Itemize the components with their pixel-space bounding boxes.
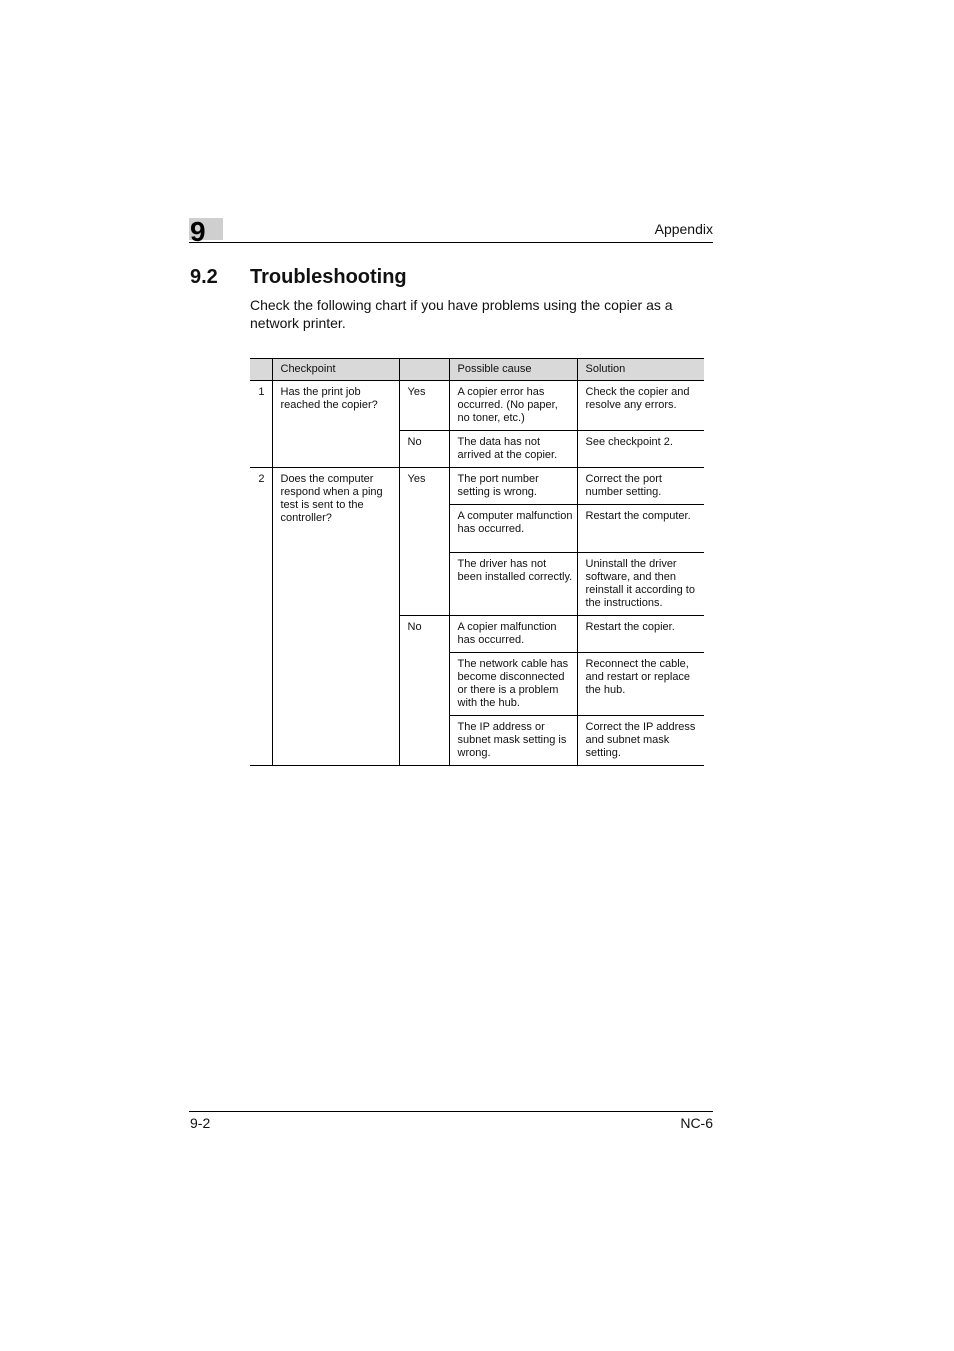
troubleshooting-table [250,358,704,766]
header-answer [399,359,449,381]
solution-cell: Correct the IP address and subnet mask setting. [577,716,704,766]
header-num [250,359,272,381]
intro-paragraph: Check the following chart if you have problems using the copier as a network printer. [250,297,673,331]
cause-cell: The data has not arrived at the copier. [449,431,577,468]
table-row [250,468,704,505]
answer-cell: Yes [399,468,449,616]
header-solution: Solution [577,359,704,381]
section-number: 9.2 [190,266,218,288]
section-title: Troubleshooting [250,266,407,288]
cause-cell: A computer malfunction has occurred. [449,505,577,553]
solution-cell: Restart the computer. [577,505,704,553]
running-header: Appendix [654,221,713,237]
table-header-row [250,359,704,381]
cause-cell: The IP address or subnet mask setting is wrong. [449,716,577,766]
solution-cell: Uninstall the driver software, and then reinstall it according to the instructions. [577,553,704,616]
solution-cell: Correct the port number setting. [577,468,704,505]
solution-cell: See checkpoint 2. [577,431,704,468]
footer-rule [189,1111,713,1112]
answer-cell: No [399,431,449,468]
checkpoint-number: 1 [250,381,272,468]
solution-cell: Restart the copier. [577,616,704,653]
cause-cell: A copier malfunction has occurred. [449,616,577,653]
model-name: NC-6 [680,1115,713,1131]
cause-cell: The port number setting is wrong. [449,468,577,505]
header-rule [189,242,713,243]
header-cause: Possible cause [449,359,577,381]
answer-cell: No [399,616,449,766]
answer-cell: Yes [399,381,449,431]
cause-cell: The network cable has become disconnected or there is a problem with the hub. [449,653,577,716]
chapter-number: 9 [190,216,206,247]
solution-cell: Reconnect the cable, and restart or replace the hub. [577,653,704,716]
page-number: 9-2 [190,1115,211,1131]
checkpoint-number: 2 [250,468,272,766]
cause-cell: A copier error has occurred. (No paper, no toner, etc.) [449,381,577,431]
solution-cell: Check the copier and resolve any errors. [577,381,704,431]
checkpoint-question: Has the print job reached the copier? [272,381,399,468]
checkpoint-question: Does the computer respond when a ping test is sent to the controller? [272,468,399,766]
table-row [250,381,704,431]
header-checkpoint: Checkpoint [272,359,399,381]
cause-cell: The driver has not been installed correctly. [449,553,577,616]
